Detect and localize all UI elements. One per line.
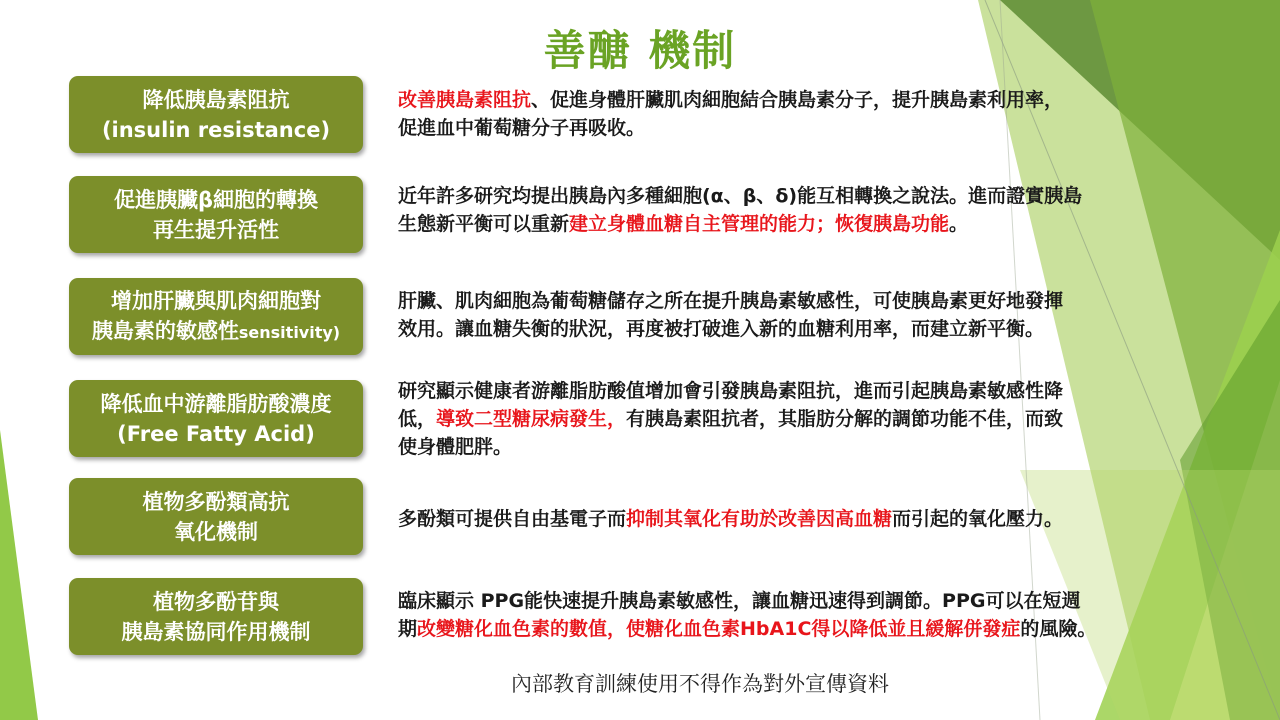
highlight-text: 抑制其氧化有助於改善因高血糖 [626,508,893,530]
desc-text: 肝臟、肌肉細胞為葡萄糖儲存之所在提升胰島素敏感性，可使胰島素更好地發揮 [398,290,1064,312]
desc-text: 。 [949,213,969,235]
desc-text: 期 [398,618,418,640]
desc-text: 有胰島素阻抗者，其脂肪分解的調節功能不佳，而致 [626,408,1064,430]
desc-text: 臨床顯示 PPG能快速提升胰島素敏感性，讓血糖迅速得到調節。PPG可以在短週 [398,590,1081,612]
desc-text: 近年許多研究均提出胰島內多種細胞(α、β、δ)能互相轉換之說法。進而證實胰島 [398,185,1083,207]
label-line-2: 氧化機制 [174,519,258,544]
desc-text: 而引起的氧化壓力。 [892,508,1064,530]
highlight-text: 導致二型糖尿病發生， [436,408,627,430]
desc-text: 研究顯示健康者游離脂肪酸值增加會引發胰島素阻抗，進而引起胰島素敏感性降 [398,380,1064,402]
label-line-2: (Free Fatty Acid) [117,421,315,446]
desc-text: 促進血中葡萄糖分子再吸收。 [398,117,646,139]
highlight-text: 改善胰島素阻抗 [398,89,532,111]
label-line-2 [92,316,340,348]
mechanism-label-6 [69,578,363,655]
mechanism-description-3 [398,287,1208,343]
desc-text: 低， [398,408,437,430]
mechanism-description-1 [398,86,1208,142]
highlight-text: 改變糖化血色素的數值，使糖化血色素HbA1C得以降低並且緩解併發症 [417,618,1021,640]
mechanism-label-2 [69,176,363,253]
label-line-1: 增加肝臟與肌肉細胞對 [111,288,321,313]
mechanism-label-4 [69,380,363,457]
label-line-1: 降低血中游離脂肪酸濃度 [100,391,332,416]
label-line-2: 再生提升活性 [153,217,279,242]
highlight-text: 建立身體血糖自主管理的能力；恢復胰島功能 [569,213,950,235]
desc-text: 生態新平衡可以重新 [398,213,570,235]
label-line-1: 降低胰島素阻抗 [142,87,290,112]
label-line-2: 胰島素協同作用機制 [121,619,311,644]
mechanism-description-5 [398,505,1208,533]
mechanism-description-2 [398,182,1208,238]
label-line-1: 植物多酚苷與 [153,589,279,614]
label-line-2: (insulin resistance) [101,117,331,142]
desc-text: 多酚類可提供自由基電子而 [398,508,627,530]
desc-text: 使身體肥胖。 [398,436,513,458]
label-line-2-main: 胰島素的敏感性 [91,318,239,343]
mechanism-label-5 [69,478,363,555]
label-line-2-small: sensitivity) [238,322,341,342]
label-line-1: 促進胰臟β細胞的轉換 [113,187,319,212]
mechanism-label-3 [69,278,363,355]
desc-text: 的風險。 [1020,618,1097,640]
mechanism-description-4 [398,377,1208,461]
footer-disclaimer: 內部教育訓練使用不得作為對外宣傳資料 [511,672,889,696]
mechanism-description-6 [398,587,1208,643]
page-title: 善醣 機制 [543,26,737,75]
label-line-1: 植物多酚類高抗 [142,489,290,514]
desc-text: 、促進身體肝臟肌肉細胞結合胰島素分子，提升胰島素利用率， [531,89,1064,111]
mechanism-label-1 [69,76,363,153]
desc-text: 效用。讓血糖失衡的狀況，再度被打破進入新的血糖利用率，而建立新平衡。 [398,318,1045,340]
